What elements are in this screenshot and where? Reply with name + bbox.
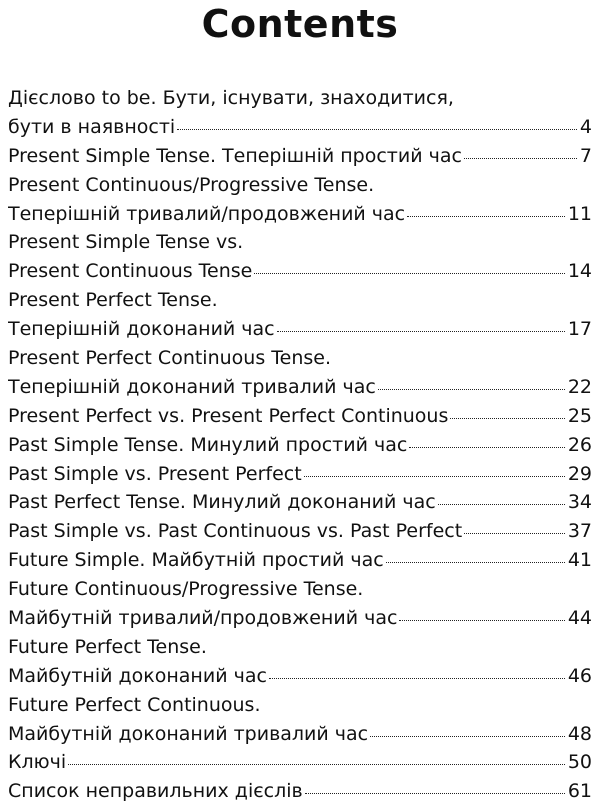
toc-page-number: 7 (579, 144, 592, 167)
toc-page-number: 61 (567, 780, 592, 803)
dot-leader (399, 620, 564, 621)
toc-entry[interactable] (8, 517, 592, 546)
toc-entry-title: Future Perfect Tense. (8, 635, 207, 658)
dot-leader (177, 129, 577, 130)
toc-entry-continued (8, 575, 592, 604)
dot-leader (378, 389, 565, 390)
toc-entry-title: Past Simple Tense. Минулий простий час (8, 433, 408, 456)
toc-entry-title: Список неправильних дієслів (8, 780, 303, 803)
toc-entry-title: Present Perfect Tense. (8, 289, 218, 312)
toc-entry[interactable] (8, 402, 592, 431)
toc-entry[interactable] (8, 777, 592, 806)
dot-leader (370, 736, 565, 737)
dot-leader (386, 562, 565, 563)
dot-leader (450, 418, 564, 419)
toc-entry-continued (8, 344, 592, 373)
toc-page-number: 11 (567, 202, 592, 225)
dot-leader (464, 533, 565, 534)
toc-page-number: 34 (567, 491, 592, 514)
toc-entry-title: Future Continuous/Progressive Tense. (8, 578, 364, 601)
toc-page-number: 50 (567, 751, 592, 774)
toc-entry[interactable] (8, 257, 592, 286)
toc-entry-title: Future Simple. Майбутній простий час (8, 549, 384, 572)
toc-entry-continued (8, 171, 592, 200)
toc-page-number: 46 (567, 664, 592, 687)
toc-page-number: 22 (567, 375, 592, 398)
dot-leader (277, 331, 565, 332)
toc-entry[interactable] (8, 113, 592, 142)
toc-page-number: 17 (567, 318, 592, 341)
dot-leader (304, 476, 565, 477)
toc-entry[interactable] (8, 142, 592, 171)
toc-entry[interactable] (8, 488, 592, 517)
toc-entry-title: бути в наявності (8, 115, 176, 138)
toc-page-number: 37 (567, 520, 592, 543)
toc-page-number: 26 (567, 433, 592, 456)
dot-leader (269, 678, 565, 679)
toc-entry-title: Present Simple Tense. Теперішній простий час (8, 144, 462, 167)
toc-page-number: 48 (567, 722, 592, 745)
toc-page-number: 41 (567, 549, 592, 572)
toc-entry-continued (8, 84, 592, 113)
toc-entry-title: Теперішній доконаний час (8, 318, 275, 341)
toc-entry-title: Теперішній доконаний тривалий час (8, 375, 376, 398)
toc-entry-title: Present Continuous/Progressive Tense. (8, 173, 375, 196)
toc-entry-title: Present Perfect Continuous Tense. (8, 347, 332, 370)
toc-entry[interactable] (8, 546, 592, 575)
toc-entry-title: Past Perfect Tense. Минулий доконаний час (8, 491, 436, 514)
toc-entry-continued (8, 633, 592, 662)
dot-leader (68, 764, 565, 765)
toc-entry-title: Present Perfect vs. Present Perfect Continuous (8, 404, 449, 427)
toc-page-number: 14 (567, 260, 592, 283)
toc-entry[interactable] (8, 604, 592, 633)
toc-entry[interactable] (8, 460, 592, 489)
dot-leader (409, 447, 565, 448)
toc-entry[interactable] (8, 200, 592, 229)
toc-entry-title: Дієслово to be. Бути, існувати, знаходитися, (8, 87, 454, 109)
toc-entry-continued (8, 286, 592, 315)
toc-entry-continued (8, 691, 592, 720)
toc-page-number: 29 (567, 462, 592, 485)
toc-entry-title: Майбутній доконаний час (8, 664, 267, 687)
toc-page-number: 4 (579, 115, 592, 138)
toc-entry[interactable] (8, 662, 592, 691)
toc-entry[interactable] (8, 373, 592, 402)
toc-entry-title: Ключі (8, 751, 67, 774)
dot-leader (438, 504, 565, 505)
toc-entry-continued (8, 228, 592, 257)
dot-leader (407, 216, 565, 217)
toc-entry-title: Future Perfect Continuous. (8, 693, 261, 716)
toc-entry-title: Present Simple Tense vs. (8, 231, 244, 254)
dot-leader (254, 273, 564, 274)
dot-leader (464, 158, 577, 159)
toc-entry-title: Майбутній тривалий/продовжений час (8, 607, 398, 630)
toc-page-number: 25 (567, 404, 592, 427)
toc-entry-title: Past Simple vs. Past Continuous vs. Past Perfect (8, 520, 463, 543)
toc-entry[interactable] (8, 720, 592, 749)
toc-entry[interactable] (8, 315, 592, 344)
toc-entry[interactable] (8, 431, 592, 460)
toc-entry-title: Past Simple vs. Present Perfect (8, 462, 302, 485)
toc-entry[interactable] (8, 748, 592, 777)
toc-entry-title: Майбутній доконаний тривалий час (8, 722, 369, 745)
dot-leader (305, 793, 565, 794)
page-title: Contents (201, 2, 399, 46)
table-of-contents (8, 84, 592, 806)
toc-page-number: 44 (567, 607, 592, 630)
toc-entry-title: Теперішній тривалий/продовжений час (8, 202, 406, 225)
toc-entry-title: Present Continuous Tense (8, 260, 253, 283)
